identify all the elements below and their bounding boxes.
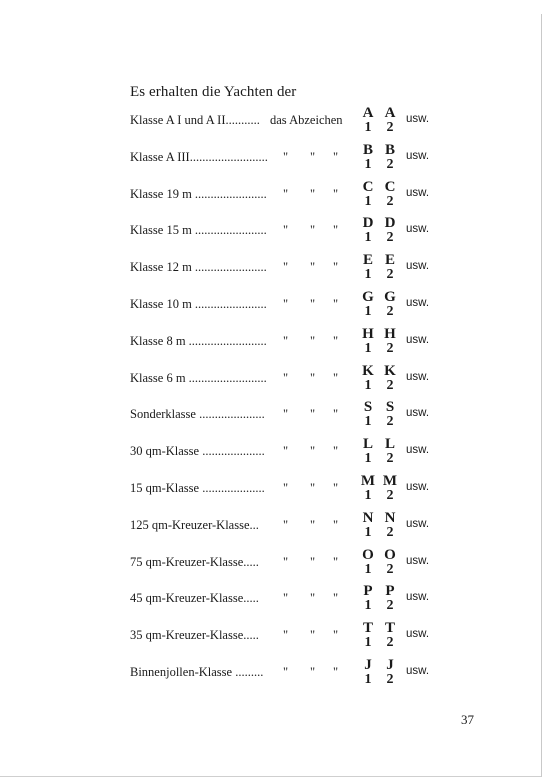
badge-number: 2 [386,672,394,687]
class-row [0,179,552,213]
page-heading: Es erhalten die Yachten der [130,84,297,100]
class-row [0,510,552,544]
ditto-mark: " [310,518,316,532]
badge-letter: K [384,363,396,379]
badge-number: 1 [364,157,372,172]
class-label: 30 qm-Klasse .................... [130,444,265,458]
badge-symbol [359,106,377,135]
badge-letter: E [362,252,373,268]
class-row [0,289,552,323]
badge-symbol [381,106,399,135]
class-row [0,215,552,249]
ditto-mark: " [310,665,316,679]
badge-number: 2 [386,488,394,503]
badge-number: 1 [364,562,372,577]
badge-number: 1 [364,267,372,282]
badge-symbol [381,400,399,429]
badge-symbol [381,290,399,319]
usw-text: usw. [406,297,430,309]
ditto-mark: " [310,481,316,495]
class-row [0,363,552,397]
badge-symbol [359,143,377,172]
badge-number: 1 [364,598,372,613]
usw-text: usw. [406,223,430,235]
badge-number: 1 [364,635,372,650]
class-label: Klasse A I und A II........... [130,113,260,127]
ditto-mark: " [333,150,339,164]
ditto-mark: " [333,223,339,237]
badge-symbol [381,180,399,209]
badge-symbol [381,548,399,577]
usw-text: usw. [406,334,430,346]
ditto-mark: " [333,481,339,495]
ditto-mark: " [333,407,339,421]
badge-symbol [359,511,377,540]
ditto-mark: " [283,334,289,348]
badge-letter: L [362,436,373,452]
ditto-mark: " [283,407,289,421]
badge-number: 2 [386,341,394,356]
badge-number: 2 [386,635,394,650]
badge-symbol [359,658,377,687]
ditto-mark: " [283,481,289,495]
badge-symbol [359,437,377,466]
badge-letter: S [363,399,373,415]
ditto-mark: " [310,444,316,458]
usw-text: usw. [406,113,430,125]
class-label: Klasse 12 m ....................... [130,260,267,274]
badge-letter: O [362,547,374,563]
badge-letter: H [362,326,374,342]
badge-symbol [381,253,399,282]
badge-letter: T [384,620,395,636]
usw-text: usw. [406,481,430,493]
ditto-mark: " [283,260,289,274]
ditto-mark: " [310,628,316,642]
ditto-mark: " [310,334,316,348]
badge-description: das Abzeichen [270,113,343,127]
class-label: Sonderklasse ..................... [130,407,265,421]
badge-symbol [359,290,377,319]
class-label: 125 qm-Kreuzer-Klasse... [130,518,259,532]
badge-letter: G [362,289,374,305]
badge-symbol [381,216,399,245]
badge-symbol [359,180,377,209]
badge-letter: P [385,583,395,599]
ditto-mark: " [283,628,289,642]
badge-number: 2 [386,562,394,577]
badge-symbol [381,364,399,393]
class-label: 35 qm-Kreuzer-Klasse..... [130,628,259,642]
ditto-mark: " [310,371,316,385]
ditto-mark: " [310,591,316,605]
ditto-mark: " [283,665,289,679]
badge-number: 1 [364,414,372,429]
badge-number: 2 [386,120,394,135]
usw-text: usw. [406,665,430,677]
class-label: Klasse 6 m ......................... [130,371,267,385]
badge-symbol [381,621,399,650]
badge-letter: C [362,179,374,195]
badge-symbol [359,621,377,650]
ditto-mark: " [333,187,339,201]
badge-letter: A [384,105,396,121]
badge-letter: S [385,399,395,415]
ditto-mark: " [310,150,316,164]
badge-symbol [381,437,399,466]
class-label: Klasse 15 m ....................... [130,223,267,237]
ditto-mark: " [283,223,289,237]
badge-symbol [381,658,399,687]
badge-letter: N [362,510,374,526]
badge-letter: D [384,215,396,231]
class-label: Klasse A III......................... [130,150,268,164]
ditto-mark: " [333,555,339,569]
badge-letter: G [384,289,396,305]
ditto-mark: " [310,223,316,237]
class-row [0,583,552,617]
class-label: 75 qm-Kreuzer-Klasse..... [130,555,259,569]
badge-symbol [359,548,377,577]
badge-symbol [359,253,377,282]
class-label: 45 qm-Kreuzer-Klasse..... [130,591,259,605]
badge-number: 1 [364,488,372,503]
badge-symbol [381,327,399,356]
ditto-mark: " [283,297,289,311]
badge-letter: L [384,436,395,452]
ditto-mark: " [333,665,339,679]
ditto-mark: " [283,555,289,569]
badge-letter: A [362,105,374,121]
badge-symbol [359,327,377,356]
ditto-mark: " [333,297,339,311]
class-row [0,473,552,507]
badge-number: 2 [386,414,394,429]
usw-text: usw. [406,407,430,419]
ditto-mark: " [283,444,289,458]
class-row [0,252,552,286]
ditto-mark: " [283,371,289,385]
usw-text: usw. [406,444,430,456]
badge-symbol [381,143,399,172]
ditto-mark: " [333,591,339,605]
badge-number: 1 [364,451,372,466]
badge-letter: C [384,179,396,195]
class-label: Binnenjollen-Klasse ......... [130,665,264,679]
badge-number: 1 [364,230,372,245]
badge-symbol [381,511,399,540]
class-label: Klasse 8 m ......................... [130,334,267,348]
class-label: Klasse 19 m ....................... [130,187,267,201]
ditto-mark: " [310,187,316,201]
badge-number: 2 [386,194,394,209]
badge-letter: O [384,547,396,563]
badge-number: 2 [386,451,394,466]
badge-letter: D [362,215,374,231]
badge-symbol [359,216,377,245]
class-label: Klasse 10 m ....................... [130,297,267,311]
ditto-mark: " [310,555,316,569]
class-row [0,399,552,433]
badge-letter: M [382,473,398,489]
usw-text: usw. [406,371,430,383]
badge-letter: E [384,252,395,268]
ditto-mark: " [333,371,339,385]
class-row [0,105,552,139]
ditto-mark: " [310,260,316,274]
badge-letter: J [364,657,372,673]
badge-number: 2 [386,230,394,245]
badge-number: 1 [364,120,372,135]
badge-number: 1 [364,672,372,687]
badge-letter: J [386,657,394,673]
badge-number: 2 [386,598,394,613]
usw-text: usw. [406,518,430,530]
badge-symbol [359,474,377,503]
usw-text: usw. [406,260,430,272]
class-row [0,142,552,176]
badge-letter: B [362,142,373,158]
badge-letter: N [384,510,396,526]
badge-letter: K [362,363,374,379]
badge-symbol [359,400,377,429]
page-edge-bottom [0,776,541,777]
badge-number: 1 [364,341,372,356]
usw-text: usw. [406,555,430,567]
ditto-mark: " [333,518,339,532]
badge-symbol [359,584,377,613]
ditto-mark: " [333,628,339,642]
class-row [0,326,552,360]
class-row [0,436,552,470]
ditto-mark: " [310,407,316,421]
ditto-mark: " [310,297,316,311]
badge-number: 2 [386,267,394,282]
badge-number: 1 [364,525,372,540]
usw-text: usw. [406,591,430,603]
badge-number: 2 [386,525,394,540]
badge-letter: T [362,620,373,636]
ditto-mark: " [283,187,289,201]
usw-text: usw. [406,187,430,199]
class-row [0,657,552,691]
usw-text: usw. [406,628,430,640]
badge-symbol [381,474,399,503]
badge-symbol [359,364,377,393]
badge-letter: B [384,142,395,158]
badge-letter: P [363,583,373,599]
usw-text: usw. [406,150,430,162]
badge-number: 2 [386,378,394,393]
badge-symbol [381,584,399,613]
ditto-mark: " [333,444,339,458]
ditto-mark: " [283,150,289,164]
ditto-mark: " [333,260,339,274]
badge-number: 1 [364,194,372,209]
class-row [0,547,552,581]
badge-number: 1 [364,304,372,319]
badge-number: 1 [364,378,372,393]
badge-letter: H [384,326,396,342]
class-label: 15 qm-Klasse .................... [130,481,265,495]
ditto-mark: " [283,518,289,532]
badge-number: 2 [386,157,394,172]
ditto-mark: " [283,591,289,605]
ditto-mark: " [333,334,339,348]
class-row [0,620,552,654]
page-number: 37 [461,712,474,727]
badge-number: 2 [386,304,394,319]
badge-letter: M [360,473,376,489]
